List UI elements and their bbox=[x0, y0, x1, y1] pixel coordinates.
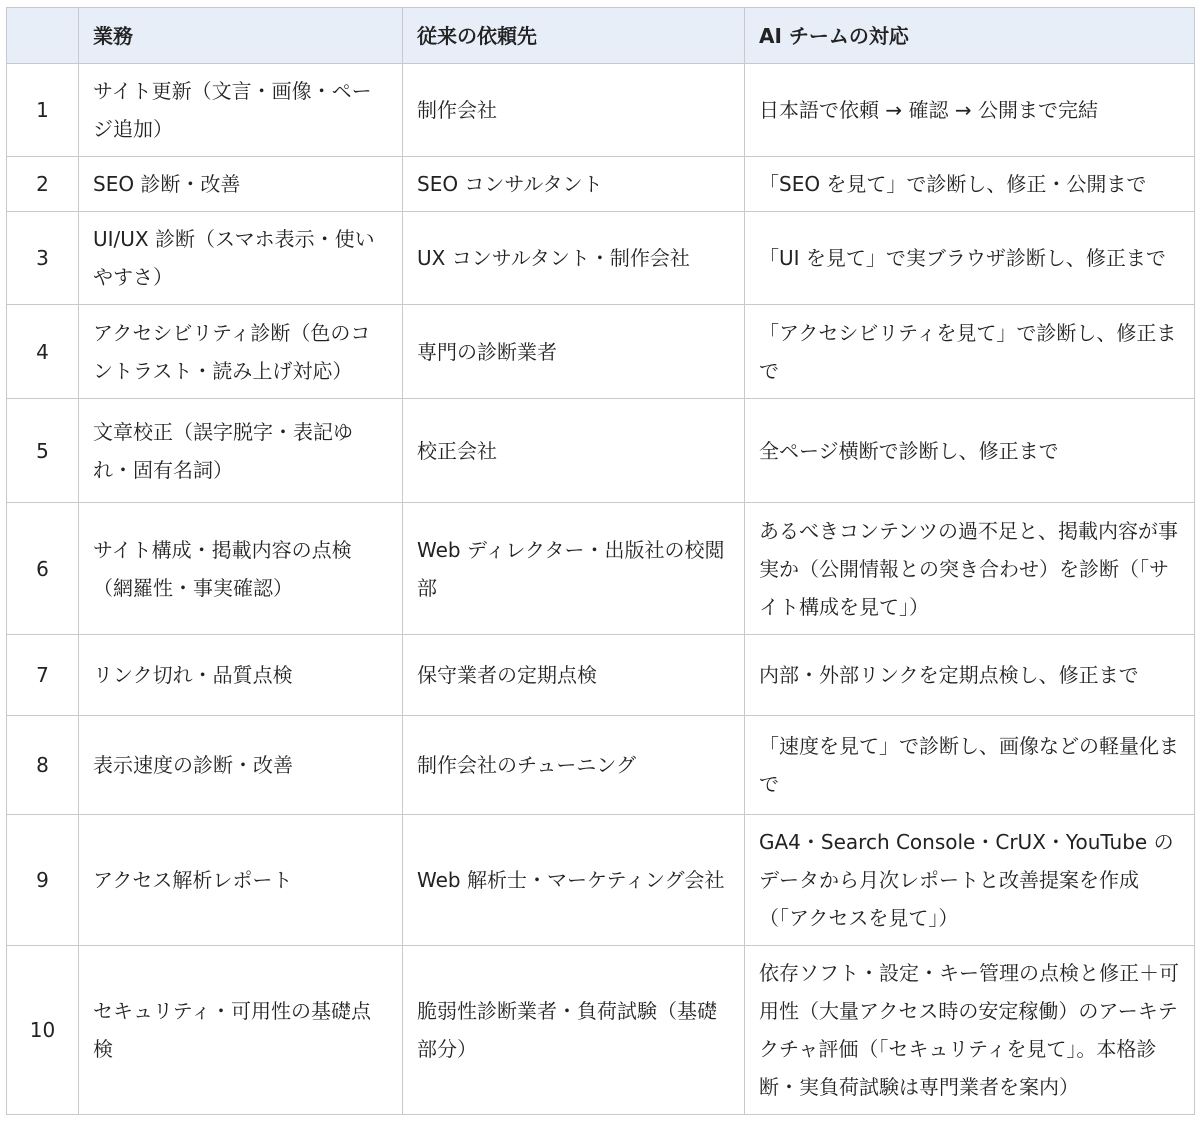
row-number: 8 bbox=[7, 716, 79, 815]
ai-cell: 依存ソフト・設定・キー管理の点検と修正＋可用性（大量アクセス時の安定稼働）のアーキテクチャ評価（「セキュリティを見て」。本格診断・実負荷試験は専門業者を案内） bbox=[745, 946, 1195, 1115]
table-row bbox=[7, 815, 1195, 946]
header-ai-team: AI チームの対応 bbox=[745, 8, 1195, 64]
ai-cell: 「UI を見て」で実ブラウザ診断し、修正まで bbox=[745, 212, 1195, 305]
task-cell: アクセス解析レポート bbox=[79, 815, 403, 946]
comparison-table bbox=[6, 7, 1195, 1115]
vendor-cell: 専門の診断業者 bbox=[403, 305, 745, 399]
task-cell: 表示速度の診断・改善 bbox=[79, 716, 403, 815]
ai-cell: 「アクセシビリティを見て」で診断し、修正まで bbox=[745, 305, 1195, 399]
vendor-cell: 制作会社のチューニング bbox=[403, 716, 745, 815]
vendor-cell: 脆弱性診断業者・負荷試験（基礎部分） bbox=[403, 946, 745, 1115]
header-number bbox=[7, 8, 79, 64]
vendor-cell: 保守業者の定期点検 bbox=[403, 635, 745, 716]
row-number: 9 bbox=[7, 815, 79, 946]
task-cell: 文章校正（誤字脱字・表記ゆれ・固有名詞） bbox=[79, 399, 403, 503]
task-cell: SEO 診断・改善 bbox=[79, 157, 403, 212]
table-row bbox=[7, 64, 1195, 157]
table-row bbox=[7, 212, 1195, 305]
vendor-cell: UX コンサルタント・制作会社 bbox=[403, 212, 745, 305]
row-number: 2 bbox=[7, 157, 79, 212]
table-row bbox=[7, 399, 1195, 503]
task-cell: リンク切れ・品質点検 bbox=[79, 635, 403, 716]
row-number: 10 bbox=[7, 946, 79, 1115]
vendor-cell: Web 解析士・マーケティング会社 bbox=[403, 815, 745, 946]
vendor-cell: 制作会社 bbox=[403, 64, 745, 157]
ai-cell: 内部・外部リンクを定期点検し、修正まで bbox=[745, 635, 1195, 716]
table-row bbox=[7, 946, 1195, 1115]
row-number: 7 bbox=[7, 635, 79, 716]
ai-cell: 日本語で依頼 → 確認 → 公開まで完結 bbox=[745, 64, 1195, 157]
row-number: 3 bbox=[7, 212, 79, 305]
table-row bbox=[7, 716, 1195, 815]
row-number: 1 bbox=[7, 64, 79, 157]
row-number: 5 bbox=[7, 399, 79, 503]
table-row bbox=[7, 503, 1195, 635]
table-header-row bbox=[7, 8, 1195, 64]
row-number: 6 bbox=[7, 503, 79, 635]
vendor-cell: 校正会社 bbox=[403, 399, 745, 503]
ai-cell: 全ページ横断で診断し、修正まで bbox=[745, 399, 1195, 503]
task-cell: セキュリティ・可用性の基礎点検 bbox=[79, 946, 403, 1115]
ai-cell: 「速度を見て」で診断し、画像などの軽量化まで bbox=[745, 716, 1195, 815]
task-cell: サイト更新（文言・画像・ページ追加） bbox=[79, 64, 403, 157]
table-container bbox=[6, 7, 1195, 1115]
table-row bbox=[7, 305, 1195, 399]
vendor-cell: Web ディレクター・出版社の校閲部 bbox=[403, 503, 745, 635]
ai-cell: あるべきコンテンツの過不足と、掲載内容が事実か（公開情報との突き合わせ）を診断（「サイト構成を見て」） bbox=[745, 503, 1195, 635]
ai-cell: GA4・Search Console・CrUX・YouTube のデータから月次レポートと改善提案を作成（「アクセスを見て」） bbox=[745, 815, 1195, 946]
header-task: 業務 bbox=[79, 8, 403, 64]
task-cell: サイト構成・掲載内容の点検（網羅性・事実確認） bbox=[79, 503, 403, 635]
task-cell: アクセシビリティ診断（色のコントラスト・読み上げ対応） bbox=[79, 305, 403, 399]
table-row bbox=[7, 635, 1195, 716]
ai-cell: 「SEO を見て」で診断し、修正・公開まで bbox=[745, 157, 1195, 212]
row-number: 4 bbox=[7, 305, 79, 399]
task-cell: UI/UX 診断（スマホ表示・使いやすさ） bbox=[79, 212, 403, 305]
vendor-cell: SEO コンサルタント bbox=[403, 157, 745, 212]
header-vendor: 従来の依頼先 bbox=[403, 8, 745, 64]
table-row bbox=[7, 157, 1195, 212]
